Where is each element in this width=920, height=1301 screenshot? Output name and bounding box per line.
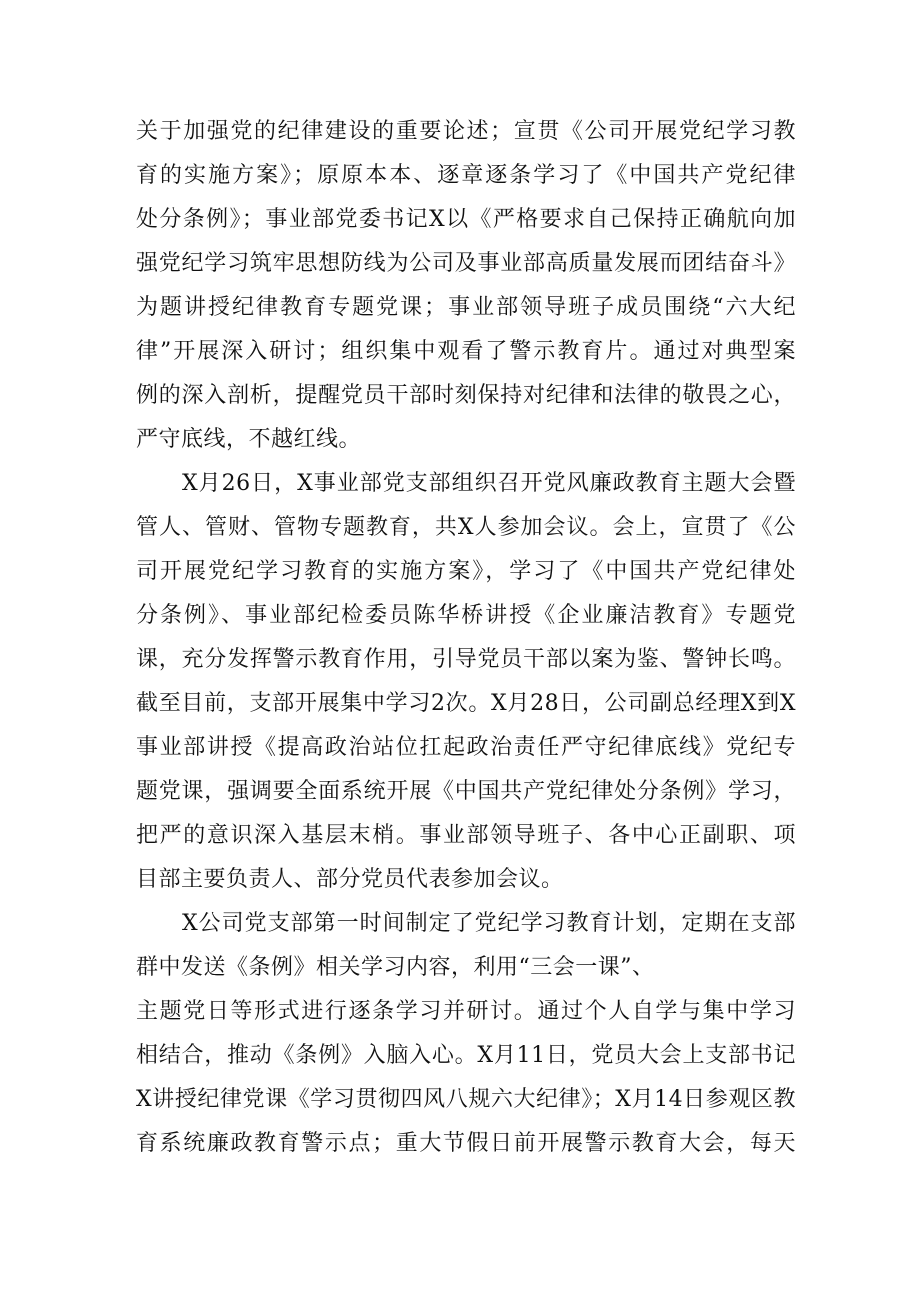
text-line: 课，充分发挥警示教育作用，引导党员干部以案为鉴、警钟长鸣。 xyxy=(136,647,796,672)
text-line: 分条例》、事业部纪检委员陈华桥讲授《企业廉洁教育》专题党 xyxy=(136,603,796,628)
text-line: 相结合，推动《条例》入脑入心。X月11日，党员大会上支部书记 xyxy=(136,1043,796,1068)
text-line: 育的实施方案》；原原本本、逐章逐条学习了《中国共产党纪律 xyxy=(136,163,796,188)
text-line: 强党纪学习筑牢思想防线为公司及事业部高质量发展而团结奋斗》 xyxy=(136,251,796,276)
text-line: 目部主要负责人、部分党员代表参加会议。 xyxy=(136,867,564,892)
text-line: 截至目前，支部开展集中学习2次。X月28日，公司副总经理X到X xyxy=(136,691,796,716)
text-line: 律”开展深入研讨；组织集中观看了警示教育片。通过对典型案 xyxy=(136,339,796,364)
text-line: 事业部讲授《提高政治站位扛起政治责任严守纪律底线》党纪专 xyxy=(136,735,796,760)
text-line: 关于加强党的纪律建设的重要论述；宣贯《公司开展党纪学习教 xyxy=(136,119,796,144)
text-line: 为题讲授纪律教育专题党课；事业部领导班子成员围绕“六大纪 xyxy=(136,295,796,320)
text-line: 育系统廉政教育警示点；重大节假日前开展警示教育大会，每天 xyxy=(136,1131,796,1156)
text-line: 例的深入剖析，提醒党员干部时刻保持对纪律和法律的敬畏之心， xyxy=(136,383,796,408)
text-line: X讲授纪律党课《学习贯彻四风八规六大纪律》；X月14日参观区教 xyxy=(136,1087,796,1112)
text-line: 群中发送《条例》相关学习内容，利用“三会一课”、 xyxy=(136,955,655,980)
text-line: 处分条例》；事业部党委书记X以《严格要求自己保持正确航向加 xyxy=(136,207,796,232)
text-line: 严守底线，不越红线。 xyxy=(136,427,362,452)
text-line: 把严的意识深入基层末梢。事业部领导班子、各中心正副职、项 xyxy=(136,823,796,848)
text-line: X月26日，X事业部党支部组织召开党风廉政教育主题大会暨 xyxy=(182,471,796,496)
text-line: 题党课，强调要全面系统开展《中国共产党纪律处分条例》学习， xyxy=(136,779,796,804)
text-line: 管人、管财、管物专题教育，共X人参加会议。会上，宣贯了《公 xyxy=(136,515,796,540)
text-line: 主题党日等形式进行逐条学习并研讨。通过个人自学与集中学习 xyxy=(136,999,796,1024)
text-line: X公司党支部第一时间制定了党纪学习教育计划，定期在支部 xyxy=(182,911,796,936)
text-line: 司开展党纪学习教育的实施方案》，学习了《中国共产党纪律处 xyxy=(136,559,796,584)
